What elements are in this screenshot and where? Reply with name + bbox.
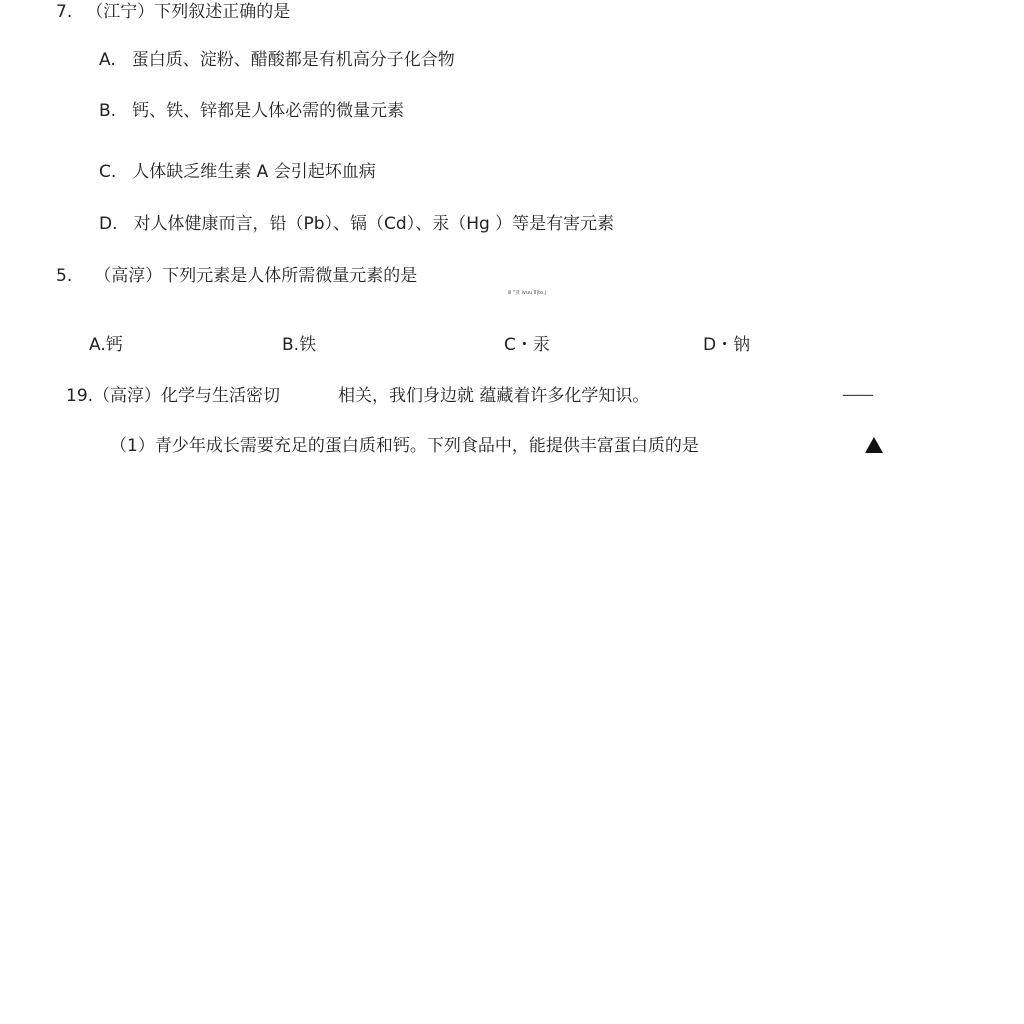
question-7-option-a [99, 49, 455, 71]
option-text: 蛋白质、淀粉、醋酸都是有机高分子化合物 [131, 50, 455, 70]
question-5-option-d: D・钠 [703, 335, 751, 355]
option-letter: A. [99, 50, 116, 70]
option-text: 人体缺乏维生素 A 会引起坏血病 [132, 162, 376, 182]
option-text: 钙、铁、锌都是人体必需的微量元素 [132, 101, 405, 121]
option-letter: D. [99, 214, 118, 234]
triangle-marker-icon [865, 437, 883, 453]
question-number: 7. [56, 2, 73, 22]
option-text: 对人体健康而言，铅（Pb）、镉（Cd）、汞（Hg ）等是有害元素 [133, 214, 615, 234]
question-5-stem [56, 265, 417, 287]
answer-blank: —— [842, 385, 872, 405]
option-letter: C. [99, 162, 117, 182]
question-7-stem [56, 1, 290, 23]
question-7-option-d [99, 213, 614, 235]
question-text: （高淳）下列元素是人体所需微量元素的是 [94, 266, 418, 286]
question-5-option-b: B.铁 [282, 335, 317, 355]
question-number: 5. [56, 266, 73, 286]
question-19-stem-part1: 19.（高淳）化学与生活密切 [66, 386, 281, 406]
question-19-stem-part2: 相关，我们身边就 蕴藏着许多化学知识。 [338, 386, 650, 406]
question-7-option-c [99, 161, 376, 183]
question-19-sub-1: （1）青少年成长需要充足的蛋白质和钙。下列食品中，能提供丰富蛋白质的是 [110, 436, 699, 456]
option-letter: B. [99, 101, 117, 121]
scan-artifact-text: ⅲ "亚 ivuu Ⅱ|to.j [508, 290, 546, 296]
question-5-option-c: C・汞 [504, 335, 550, 355]
question-7-option-b [99, 100, 404, 122]
question-5-option-a: A.钙 [89, 335, 123, 355]
question-text: （江宁）下列叙述正确的是 [86, 2, 291, 22]
